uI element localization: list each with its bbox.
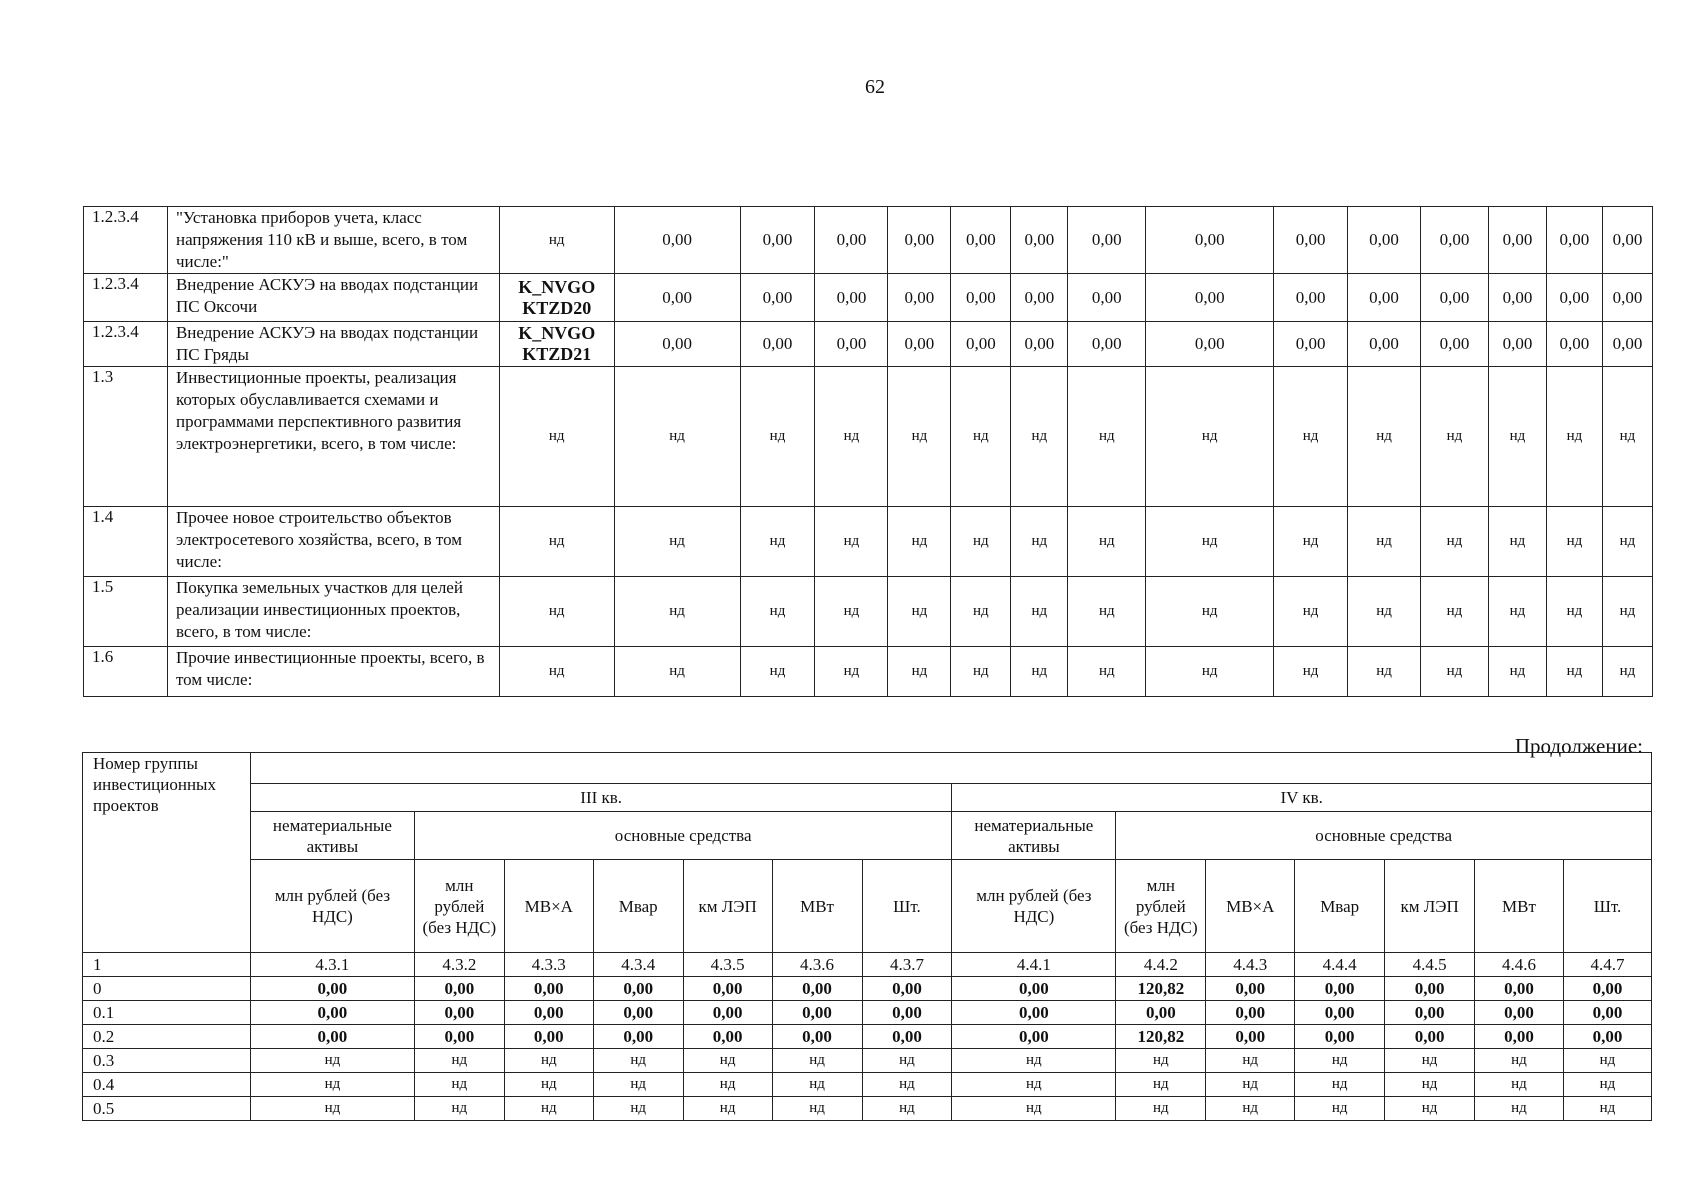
value-cell: 0,00 <box>1206 1001 1295 1025</box>
value-cell: 0,00 <box>1488 274 1546 322</box>
value-cell: нд <box>1421 577 1489 647</box>
value-cell: 0,00 <box>1546 274 1602 322</box>
q3-intangible-header: нематериальные активы <box>250 812 414 860</box>
table-row <box>83 953 1652 977</box>
value-cell: 0,00 <box>951 274 1011 322</box>
value-cell: нд <box>1602 367 1652 507</box>
value-cell: 0,00 <box>1563 1025 1651 1049</box>
row-code: 1.5 <box>84 577 168 647</box>
value-cell: 0,00 <box>1146 322 1274 367</box>
value-cell: нд <box>1206 1097 1295 1121</box>
value-cell: 0,00 <box>1421 274 1489 322</box>
value-cell: 0,00 <box>1206 977 1295 1001</box>
row-name: Внедрение АСКУЭ на вводах подстанции ПС Оксочи <box>167 274 499 322</box>
value-cell: 0,00 <box>1068 322 1146 367</box>
value-cell: нд <box>250 1073 414 1097</box>
q4-unit-pcs: Шт. <box>1563 860 1651 953</box>
table-row <box>84 367 1653 507</box>
value-cell: 0,00 <box>951 322 1011 367</box>
project-code: нд <box>499 207 614 274</box>
value-cell: нд <box>1546 647 1602 697</box>
value-cell: нд <box>862 1097 952 1121</box>
group-number: 0.1 <box>83 1001 251 1025</box>
q4-unit-mva: МВ×А <box>1206 860 1295 953</box>
table-row <box>84 322 1653 367</box>
value-cell: 0,00 <box>740 207 815 274</box>
value-cell: 0,00 <box>888 322 951 367</box>
value-cell: 0,00 <box>951 207 1011 274</box>
value-cell: 4.4.3 <box>1206 953 1295 977</box>
value-cell: нд <box>614 507 740 577</box>
investment-table-top <box>83 206 1653 697</box>
value-cell: 0,00 <box>504 977 593 1001</box>
value-cell: нд <box>1602 507 1652 577</box>
q3-unit-mw: МВт <box>772 860 862 953</box>
value-cell: нд <box>614 577 740 647</box>
value-cell: нд <box>1385 1049 1475 1073</box>
value-cell: 4.4.4 <box>1295 953 1385 977</box>
value-cell: нд <box>1475 1097 1564 1121</box>
value-cell: 0,00 <box>504 1025 593 1049</box>
table-row <box>83 1049 1652 1073</box>
value-cell: нд <box>1146 647 1274 697</box>
header-spacer <box>250 753 1651 784</box>
value-cell: 0,00 <box>1421 322 1489 367</box>
value-cell: нд <box>951 367 1011 507</box>
value-cell: нд <box>1274 577 1348 647</box>
value-cell: нд <box>952 1073 1116 1097</box>
value-cell: 0,00 <box>1475 1001 1564 1025</box>
table-row <box>83 1001 1652 1025</box>
value-cell: 0,00 <box>250 977 414 1001</box>
value-cell: нд <box>862 1073 952 1097</box>
value-cell: нд <box>504 1049 593 1073</box>
value-cell: нд <box>951 577 1011 647</box>
value-cell: нд <box>952 1097 1116 1121</box>
value-cell: 0,00 <box>1295 1001 1385 1025</box>
value-cell: 0,00 <box>862 1001 952 1025</box>
group-number: 0.4 <box>83 1073 251 1097</box>
value-cell: 0,00 <box>1546 207 1602 274</box>
value-cell: нд <box>862 1049 952 1073</box>
value-cell: нд <box>1011 577 1068 647</box>
project-code: нд <box>499 507 614 577</box>
value-cell: нд <box>1146 367 1274 507</box>
value-cell: нд <box>1011 647 1068 697</box>
value-cell: 0,00 <box>1385 977 1475 1001</box>
value-cell: нд <box>815 647 888 697</box>
value-cell: нд <box>683 1073 772 1097</box>
value-cell: нд <box>1488 577 1546 647</box>
value-cell: 4.3.5 <box>683 953 772 977</box>
value-cell: 0,00 <box>772 1025 862 1049</box>
value-cell: нд <box>1206 1049 1295 1073</box>
row-name: Инвестиционные проекты, реализация которых обуславливается схемами и программами перспективного развития электроэнергетики, всего, в том числе: <box>167 367 499 507</box>
value-cell: нд <box>1116 1097 1206 1121</box>
value-cell: 0,00 <box>250 1001 414 1025</box>
group-number: 0.5 <box>83 1097 251 1121</box>
value-cell: 0,00 <box>815 322 888 367</box>
value-cell: нд <box>1385 1073 1475 1097</box>
value-cell: 0,00 <box>815 274 888 322</box>
value-cell: 4.3.6 <box>772 953 862 977</box>
value-cell: нд <box>1068 577 1146 647</box>
value-cell: 0,00 <box>1274 207 1348 274</box>
value-cell: 0,00 <box>772 977 862 1001</box>
row-code: 1.2.3.4 <box>84 207 168 274</box>
quarter-3-header: III кв. <box>250 784 951 812</box>
value-cell: 0,00 <box>888 207 951 274</box>
value-cell: 0,00 <box>593 977 683 1001</box>
value-cell: 0,00 <box>1068 274 1146 322</box>
value-cell: 4.3.3 <box>504 953 593 977</box>
value-cell: 0,00 <box>504 1001 593 1025</box>
value-cell: нд <box>1488 507 1546 577</box>
value-cell: 4.3.4 <box>593 953 683 977</box>
continuation-label: Продолжение: <box>1514 734 1643 758</box>
value-cell: нд <box>1602 577 1652 647</box>
value-cell: нд <box>888 647 951 697</box>
value-cell: нд <box>1274 367 1348 507</box>
value-cell: 4.3.2 <box>414 953 504 977</box>
value-cell: нд <box>740 367 815 507</box>
value-cell: нд <box>593 1097 683 1121</box>
value-cell: 0,00 <box>593 1025 683 1049</box>
value-cell: 0,00 <box>1475 1025 1564 1049</box>
group-number: 0.3 <box>83 1049 251 1073</box>
value-cell: 0,00 <box>1546 322 1602 367</box>
page-number: 62 <box>865 76 885 98</box>
value-cell: 0,00 <box>1348 207 1421 274</box>
value-cell: нд <box>1011 507 1068 577</box>
value-cell: нд <box>1068 647 1146 697</box>
value-cell: 0,00 <box>683 1001 772 1025</box>
row-code: 1.2.3.4 <box>84 322 168 367</box>
value-cell: 0,00 <box>952 1001 1116 1025</box>
value-cell: 4.3.1 <box>250 953 414 977</box>
value-cell: 0,00 <box>1011 274 1068 322</box>
row-code: 1.3 <box>84 367 168 507</box>
value-cell: нд <box>1348 647 1421 697</box>
project-code: нд <box>499 367 614 507</box>
value-cell: 120,82 <box>1116 977 1206 1001</box>
value-cell: нд <box>952 1049 1116 1073</box>
investment-table-bottom <box>82 752 1652 1121</box>
value-cell: 0,00 <box>1274 274 1348 322</box>
value-cell: нд <box>1068 367 1146 507</box>
value-cell: 0,00 <box>815 207 888 274</box>
row-name: Покупка земельных участков для целей реализации инвестиционных проектов, всего, в том числе: <box>167 577 499 647</box>
value-cell: нд <box>1421 647 1489 697</box>
value-cell: нд <box>1475 1073 1564 1097</box>
q4-intangible-header: нематериальные активы <box>952 812 1116 860</box>
value-cell: 0,00 <box>1385 1025 1475 1049</box>
row-code: 1.2.3.4 <box>84 274 168 322</box>
value-cell: 0,00 <box>593 1001 683 1025</box>
value-cell: нд <box>593 1049 683 1073</box>
value-cell: нд <box>1146 577 1274 647</box>
value-cell: нд <box>614 647 740 697</box>
value-cell: 0,00 <box>740 322 815 367</box>
value-cell: 0,00 <box>1348 274 1421 322</box>
value-cell: нд <box>1546 577 1602 647</box>
value-cell: 4.4.2 <box>1116 953 1206 977</box>
value-cell: 0,00 <box>1488 322 1546 367</box>
value-cell: 0,00 <box>250 1025 414 1049</box>
value-cell: 0,00 <box>614 207 740 274</box>
group-number: 0.2 <box>83 1025 251 1049</box>
value-cell: 0,00 <box>1295 1025 1385 1049</box>
value-cell: 0,00 <box>1385 1001 1475 1025</box>
value-cell: нд <box>1116 1073 1206 1097</box>
value-cell: нд <box>815 577 888 647</box>
value-cell: 0,00 <box>1011 322 1068 367</box>
group-number: 1 <box>83 953 251 977</box>
value-cell: нд <box>1146 507 1274 577</box>
q4-fixed-assets-header: основные средства <box>1116 812 1652 860</box>
value-cell: 0,00 <box>414 1025 504 1049</box>
value-cell: нд <box>1475 1049 1564 1073</box>
value-cell: 0,00 <box>1116 1001 1206 1025</box>
q4-unit-mw: МВт <box>1475 860 1564 953</box>
q3-unit-km: км ЛЭП <box>683 860 772 953</box>
value-cell: 0,00 <box>1563 1001 1651 1025</box>
value-cell: нд <box>772 1073 862 1097</box>
value-cell: нд <box>1274 647 1348 697</box>
value-cell: нд <box>1421 507 1489 577</box>
row-code: 1.6 <box>84 647 168 697</box>
q3-unit-intangible-mln: млн рублей (без НДС) <box>250 860 414 953</box>
value-cell: нд <box>1488 647 1546 697</box>
value-cell: 0,00 <box>1602 207 1652 274</box>
value-cell: нд <box>683 1049 772 1073</box>
value-cell: 0,00 <box>1146 274 1274 322</box>
q4-unit-fixed-mln: млн рублей (без НДС) <box>1116 860 1206 953</box>
value-cell: 0,00 <box>1602 274 1652 322</box>
value-cell: 0,00 <box>614 322 740 367</box>
value-cell: нд <box>593 1073 683 1097</box>
value-cell: нд <box>772 1049 862 1073</box>
table-row <box>84 647 1653 697</box>
value-cell: нд <box>1348 367 1421 507</box>
value-cell: 0,00 <box>1348 322 1421 367</box>
row-name: Прочее новое строительство объектов электросетевого хозяйства, всего, в том числе: <box>167 507 499 577</box>
value-cell: нд <box>1011 367 1068 507</box>
project-code: нд <box>499 647 614 697</box>
value-cell: нд <box>1068 507 1146 577</box>
value-cell: нд <box>1602 647 1652 697</box>
value-cell: 0,00 <box>740 274 815 322</box>
project-code: нд <box>499 577 614 647</box>
value-cell: нд <box>1421 367 1489 507</box>
group-number: 0 <box>83 977 251 1001</box>
q4-unit-intangible-mln: млн рублей (без НДС) <box>952 860 1116 953</box>
value-cell: 0,00 <box>1068 207 1146 274</box>
value-cell: 0,00 <box>952 977 1116 1001</box>
q3-unit-pcs: Шт. <box>862 860 952 953</box>
value-cell: 0,00 <box>1274 322 1348 367</box>
value-cell: нд <box>815 507 888 577</box>
value-cell: нд <box>1488 367 1546 507</box>
value-cell: нд <box>740 577 815 647</box>
value-cell: 0,00 <box>952 1025 1116 1049</box>
q3-unit-mva: МВ×А <box>504 860 593 953</box>
value-cell: нд <box>1385 1097 1475 1121</box>
value-cell: 4.4.7 <box>1563 953 1651 977</box>
value-cell: 0,00 <box>1488 207 1546 274</box>
value-cell: нд <box>1295 1073 1385 1097</box>
q4-unit-mvar: Мвар <box>1295 860 1385 953</box>
value-cell: нд <box>1295 1049 1385 1073</box>
table-row <box>83 977 1652 1001</box>
value-cell: 0,00 <box>683 1025 772 1049</box>
value-cell: нд <box>414 1097 504 1121</box>
value-cell: нд <box>1563 1049 1651 1073</box>
value-cell: нд <box>1116 1049 1206 1073</box>
value-cell: нд <box>1546 367 1602 507</box>
row-code: 1.4 <box>84 507 168 577</box>
value-cell: нд <box>1563 1097 1651 1121</box>
value-cell: нд <box>414 1073 504 1097</box>
value-cell: 4.4.1 <box>952 953 1116 977</box>
group-number-header: Номер группы инвестиционных проектов <box>83 753 251 953</box>
value-cell: 0,00 <box>1295 977 1385 1001</box>
value-cell: 0,00 <box>888 274 951 322</box>
value-cell: нд <box>683 1097 772 1121</box>
table-row <box>83 1097 1652 1121</box>
value-cell: 120,82 <box>1116 1025 1206 1049</box>
q3-fixed-assets-header: основные средства <box>414 812 952 860</box>
value-cell: нд <box>888 577 951 647</box>
value-cell: нд <box>1274 507 1348 577</box>
value-cell: нд <box>504 1073 593 1097</box>
value-cell: нд <box>414 1049 504 1073</box>
value-cell: 0,00 <box>683 977 772 1001</box>
row-name: "Установка приборов учета, класс напряжения 110 кВ и выше, всего, в том числе:" <box>167 207 499 274</box>
value-cell: 0,00 <box>862 977 952 1001</box>
table-row <box>84 207 1653 274</box>
value-cell: 4.4.5 <box>1385 953 1475 977</box>
table-row <box>83 1025 1652 1049</box>
value-cell: 0,00 <box>1475 977 1564 1001</box>
value-cell: нд <box>951 507 1011 577</box>
table-row <box>83 1073 1652 1097</box>
value-cell: нд <box>1546 507 1602 577</box>
q3-unit-fixed-mln: млн рублей (без НДС) <box>414 860 504 953</box>
value-cell: 0,00 <box>862 1025 952 1049</box>
value-cell: нд <box>504 1097 593 1121</box>
value-cell: нд <box>1348 577 1421 647</box>
project-code: K_NVGO KTZD21 <box>499 322 614 367</box>
value-cell: 4.3.7 <box>862 953 952 977</box>
value-cell: нд <box>772 1097 862 1121</box>
value-cell: 0,00 <box>614 274 740 322</box>
value-cell: нд <box>614 367 740 507</box>
value-cell: нд <box>250 1097 414 1121</box>
value-cell: нд <box>1206 1073 1295 1097</box>
value-cell: 0,00 <box>1421 207 1489 274</box>
value-cell: 0,00 <box>1602 322 1652 367</box>
value-cell: нд <box>951 647 1011 697</box>
value-cell: нд <box>888 507 951 577</box>
value-cell: нд <box>1348 507 1421 577</box>
project-code: K_NVGO KTZD20 <box>499 274 614 322</box>
value-cell: 0,00 <box>772 1001 862 1025</box>
table-row <box>84 274 1653 322</box>
value-cell: 0,00 <box>1011 207 1068 274</box>
value-cell: 4.4.6 <box>1475 953 1564 977</box>
value-cell: нд <box>815 367 888 507</box>
row-name: Прочие инвестиционные проекты, всего, в том числе: <box>167 647 499 697</box>
value-cell: 0,00 <box>1206 1025 1295 1049</box>
q4-unit-km: км ЛЭП <box>1385 860 1475 953</box>
value-cell: нд <box>250 1049 414 1073</box>
quarter-4-header: IV кв. <box>952 784 1652 812</box>
value-cell: нд <box>740 507 815 577</box>
value-cell: 0,00 <box>414 1001 504 1025</box>
q3-unit-mvar: Мвар <box>593 860 683 953</box>
value-cell: нд <box>1295 1097 1385 1121</box>
value-cell: 0,00 <box>1563 977 1651 1001</box>
value-cell: нд <box>1563 1073 1651 1097</box>
value-cell: нд <box>888 367 951 507</box>
value-cell: 0,00 <box>1146 207 1274 274</box>
table-row <box>84 577 1653 647</box>
value-cell: нд <box>740 647 815 697</box>
value-cell: 0,00 <box>414 977 504 1001</box>
table-row <box>84 507 1653 577</box>
row-name: Внедрение АСКУЭ на вводах подстанции ПС Гряды <box>167 322 499 367</box>
